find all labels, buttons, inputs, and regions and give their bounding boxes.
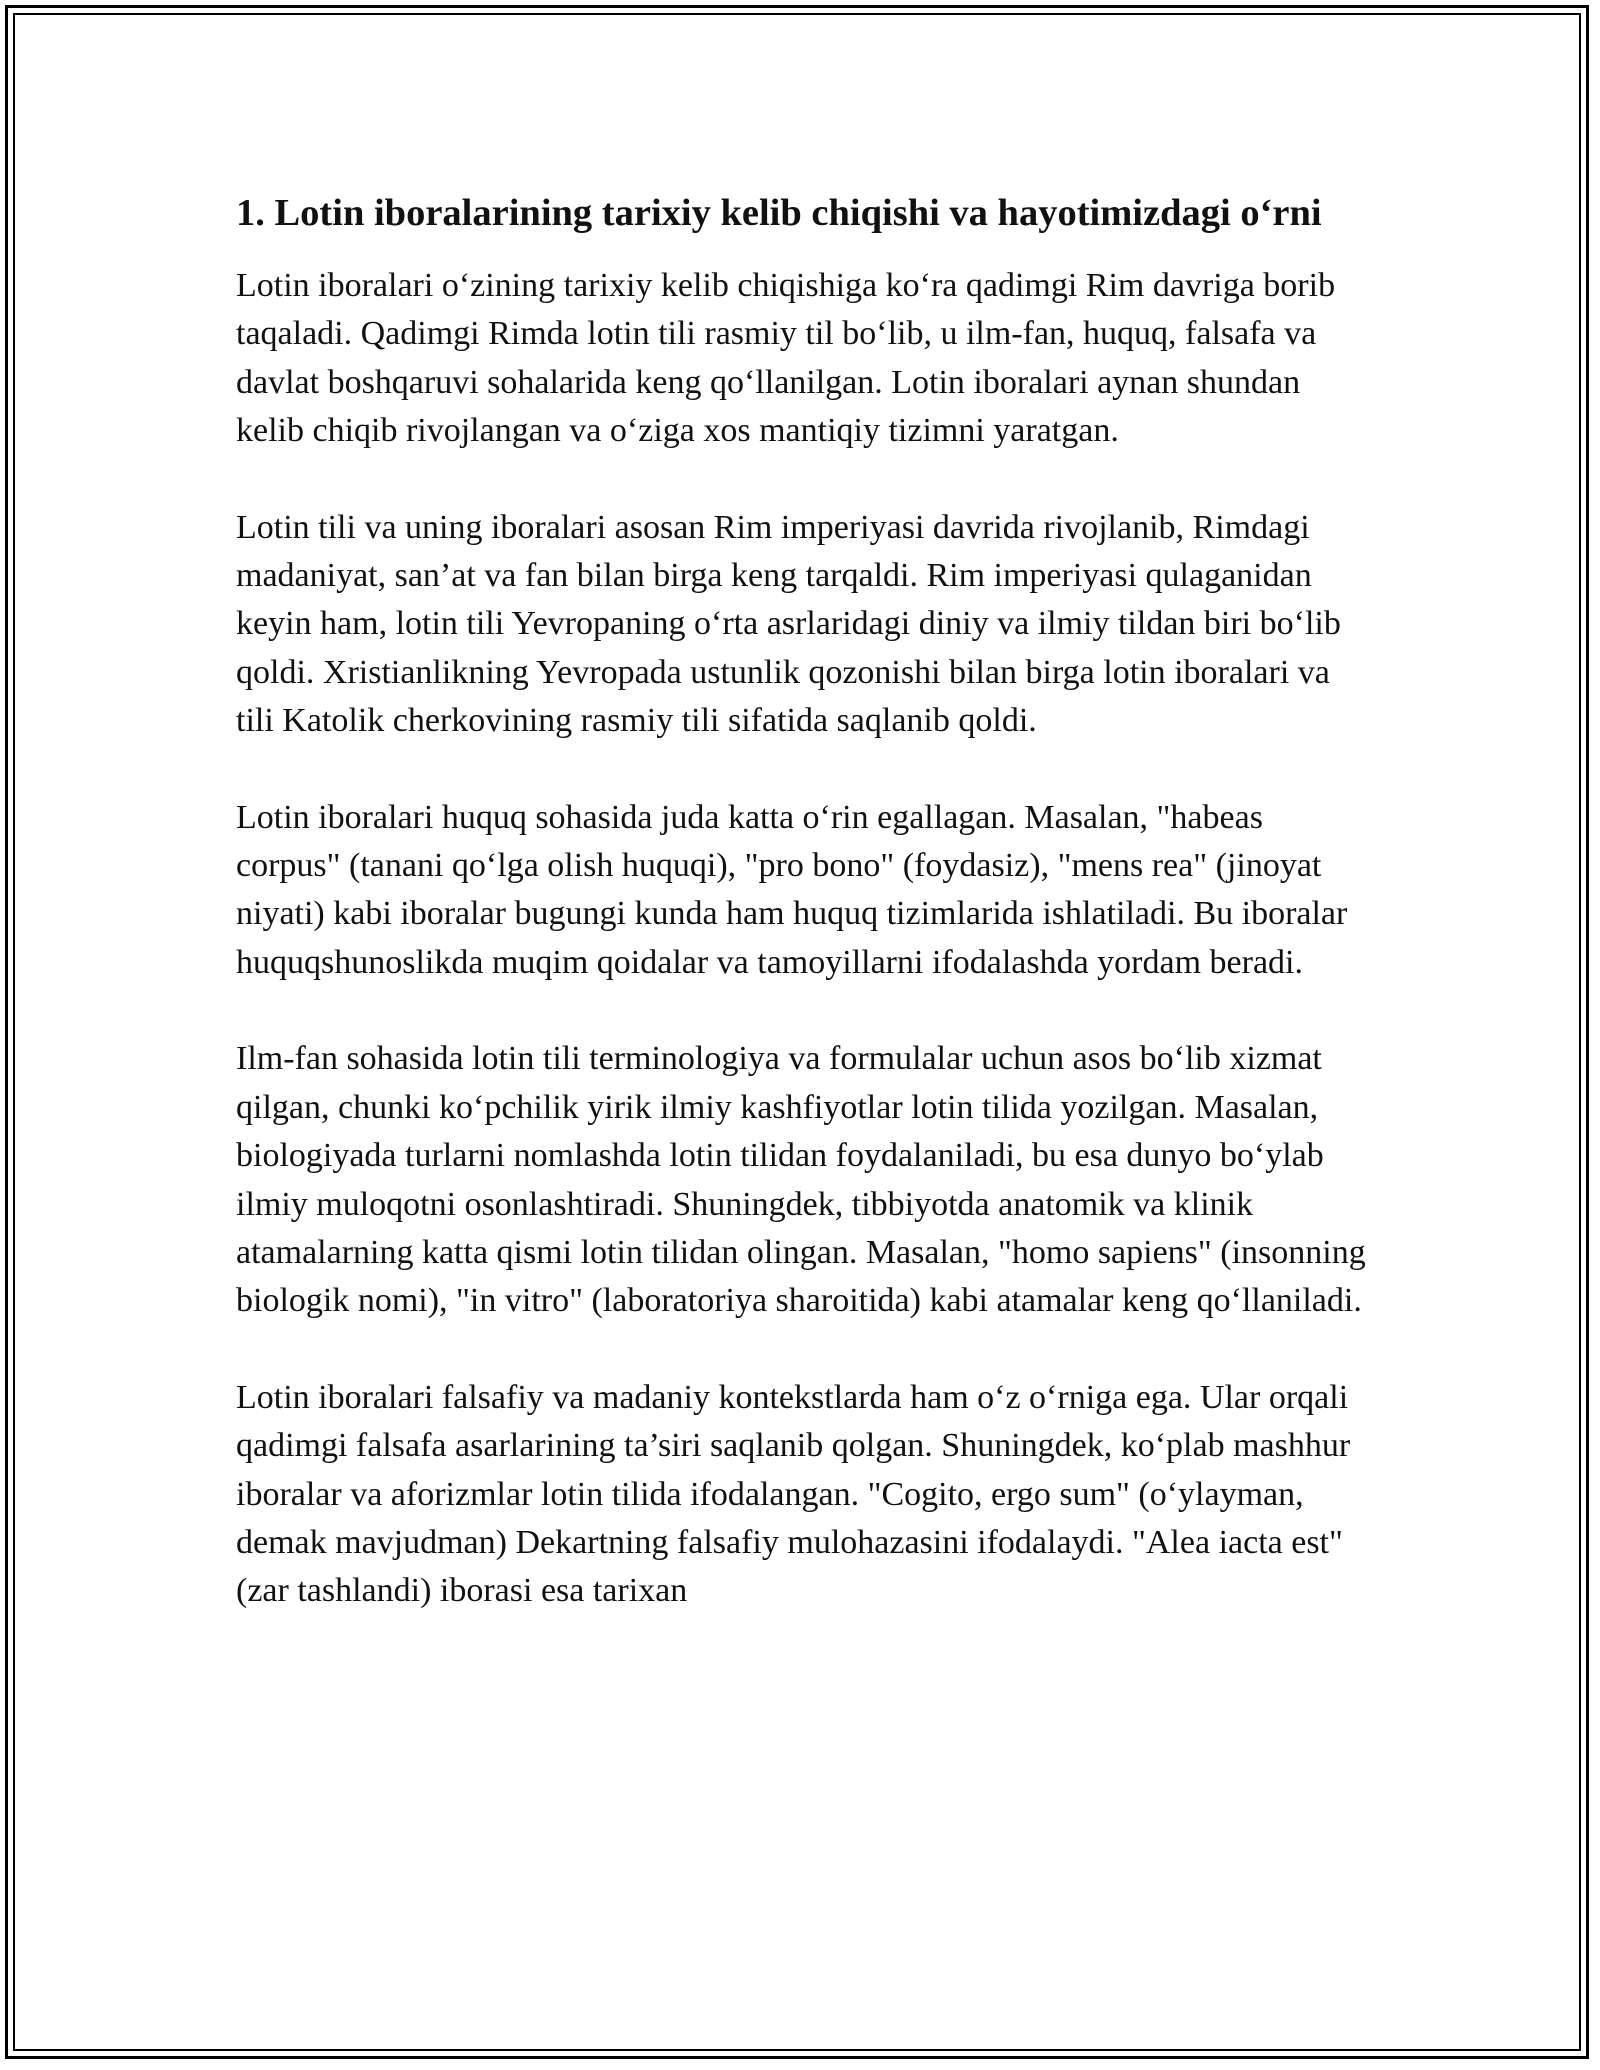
paragraph-law: Lotin iboralari huquq sohasida juda katta o‘rin egallagan. Masalan, "habeas corpus" (tanani qo‘lga olish huquqi), "pro bono" (foydasiz), "mens rea" (jinoyat niyati) kabi iboralar bugungi kunda ham huquq tizimlarida ishlatiladi. Bu iboralar huquqshunoslikda muqim qoidalar va tamoyillarni ifodalashda yordam beradi. bbox=[236, 798, 1348, 981]
document-body bbox=[236, 186, 1366, 1664]
paragraph-philosophy: Lotin iboralari falsafiy va madaniy kontekstlarda ham o‘z o‘rniga ega. Ular orqali qadimgi falsafa asarlarining ta’siri saqlanib qolgan. Shuningdek, ko‘plab mashhur iboralar va aforizmlar lotin tilida ifodalangan. "Cogito, ergo sum" (o‘ylayman, demak mavjudman) Dekartning falsafiy mulohazasini ifodalaydi. "Alea iacta est" (zar tashlandi) iborasi esa tarixan bbox=[236, 1378, 1351, 1610]
paragraph-science: Ilm-fan sohasida lotin tili terminologiya va formulalar uchun asos bo‘lib xizmat qilgan, chunki ko‘pchilik yirik ilmiy kashfiyotlar lotin tilida yozilgan. Masalan, biologiyada turlarni nomlashda lotin tilidan foydalaniladi, bu esa dunyo bo‘ylab ilmiy muloqotni osonlashtiradi. Shuningdek, tibbiyotda anatomik va klinik atamalarning katta qismi lotin tilidan olingan. Masalan, "homo sapiens" (insonning biologik nomi), "in vitro" (laboratoriya sharoitida) kabi atamalar keng qo‘llaniladi. bbox=[236, 1040, 1366, 1320]
paragraph-roman-empire: Lotin tili va uning iboralari asosan Rim imperiyasi davrida rivojlanib, Rimdagi madaniyat, san’at va fan bilan birga keng tarqaldi. Rim imperiyasi qulaganidan keyin ham, lotin tili Yevropaning o‘rta asrlaridagi diniy va ilmiy tildan biri bo‘lib qoldi. Xristianlikning Yevropada ustunlik qozonishi bilan birga lotin iboralari va tili Katolik cherkovining rasmiy tili sifatida saqlanib qoldi. bbox=[236, 508, 1341, 740]
section-heading: 1. Lotin iboralarining tarixiy kelib chiqishi va hayotimizdagi o‘rni bbox=[236, 192, 1322, 234]
paragraph-origin: Lotin iboralari o‘zining tarixiy kelib chiqishiga ko‘ra qadimgi Rim davriga borib taqaladi. Qadimgi Rimda lotin tili rasmiy til bo‘lib, u ilm-fan, huquq, falsafa va davlat boshqaruvi sohalarida keng qo‘llanilgan. Lotin iboralari aynan shundan kelib chiqib rivojlangan va o‘ziga xos mantiqiy tizimni yaratgan. bbox=[236, 267, 1336, 450]
